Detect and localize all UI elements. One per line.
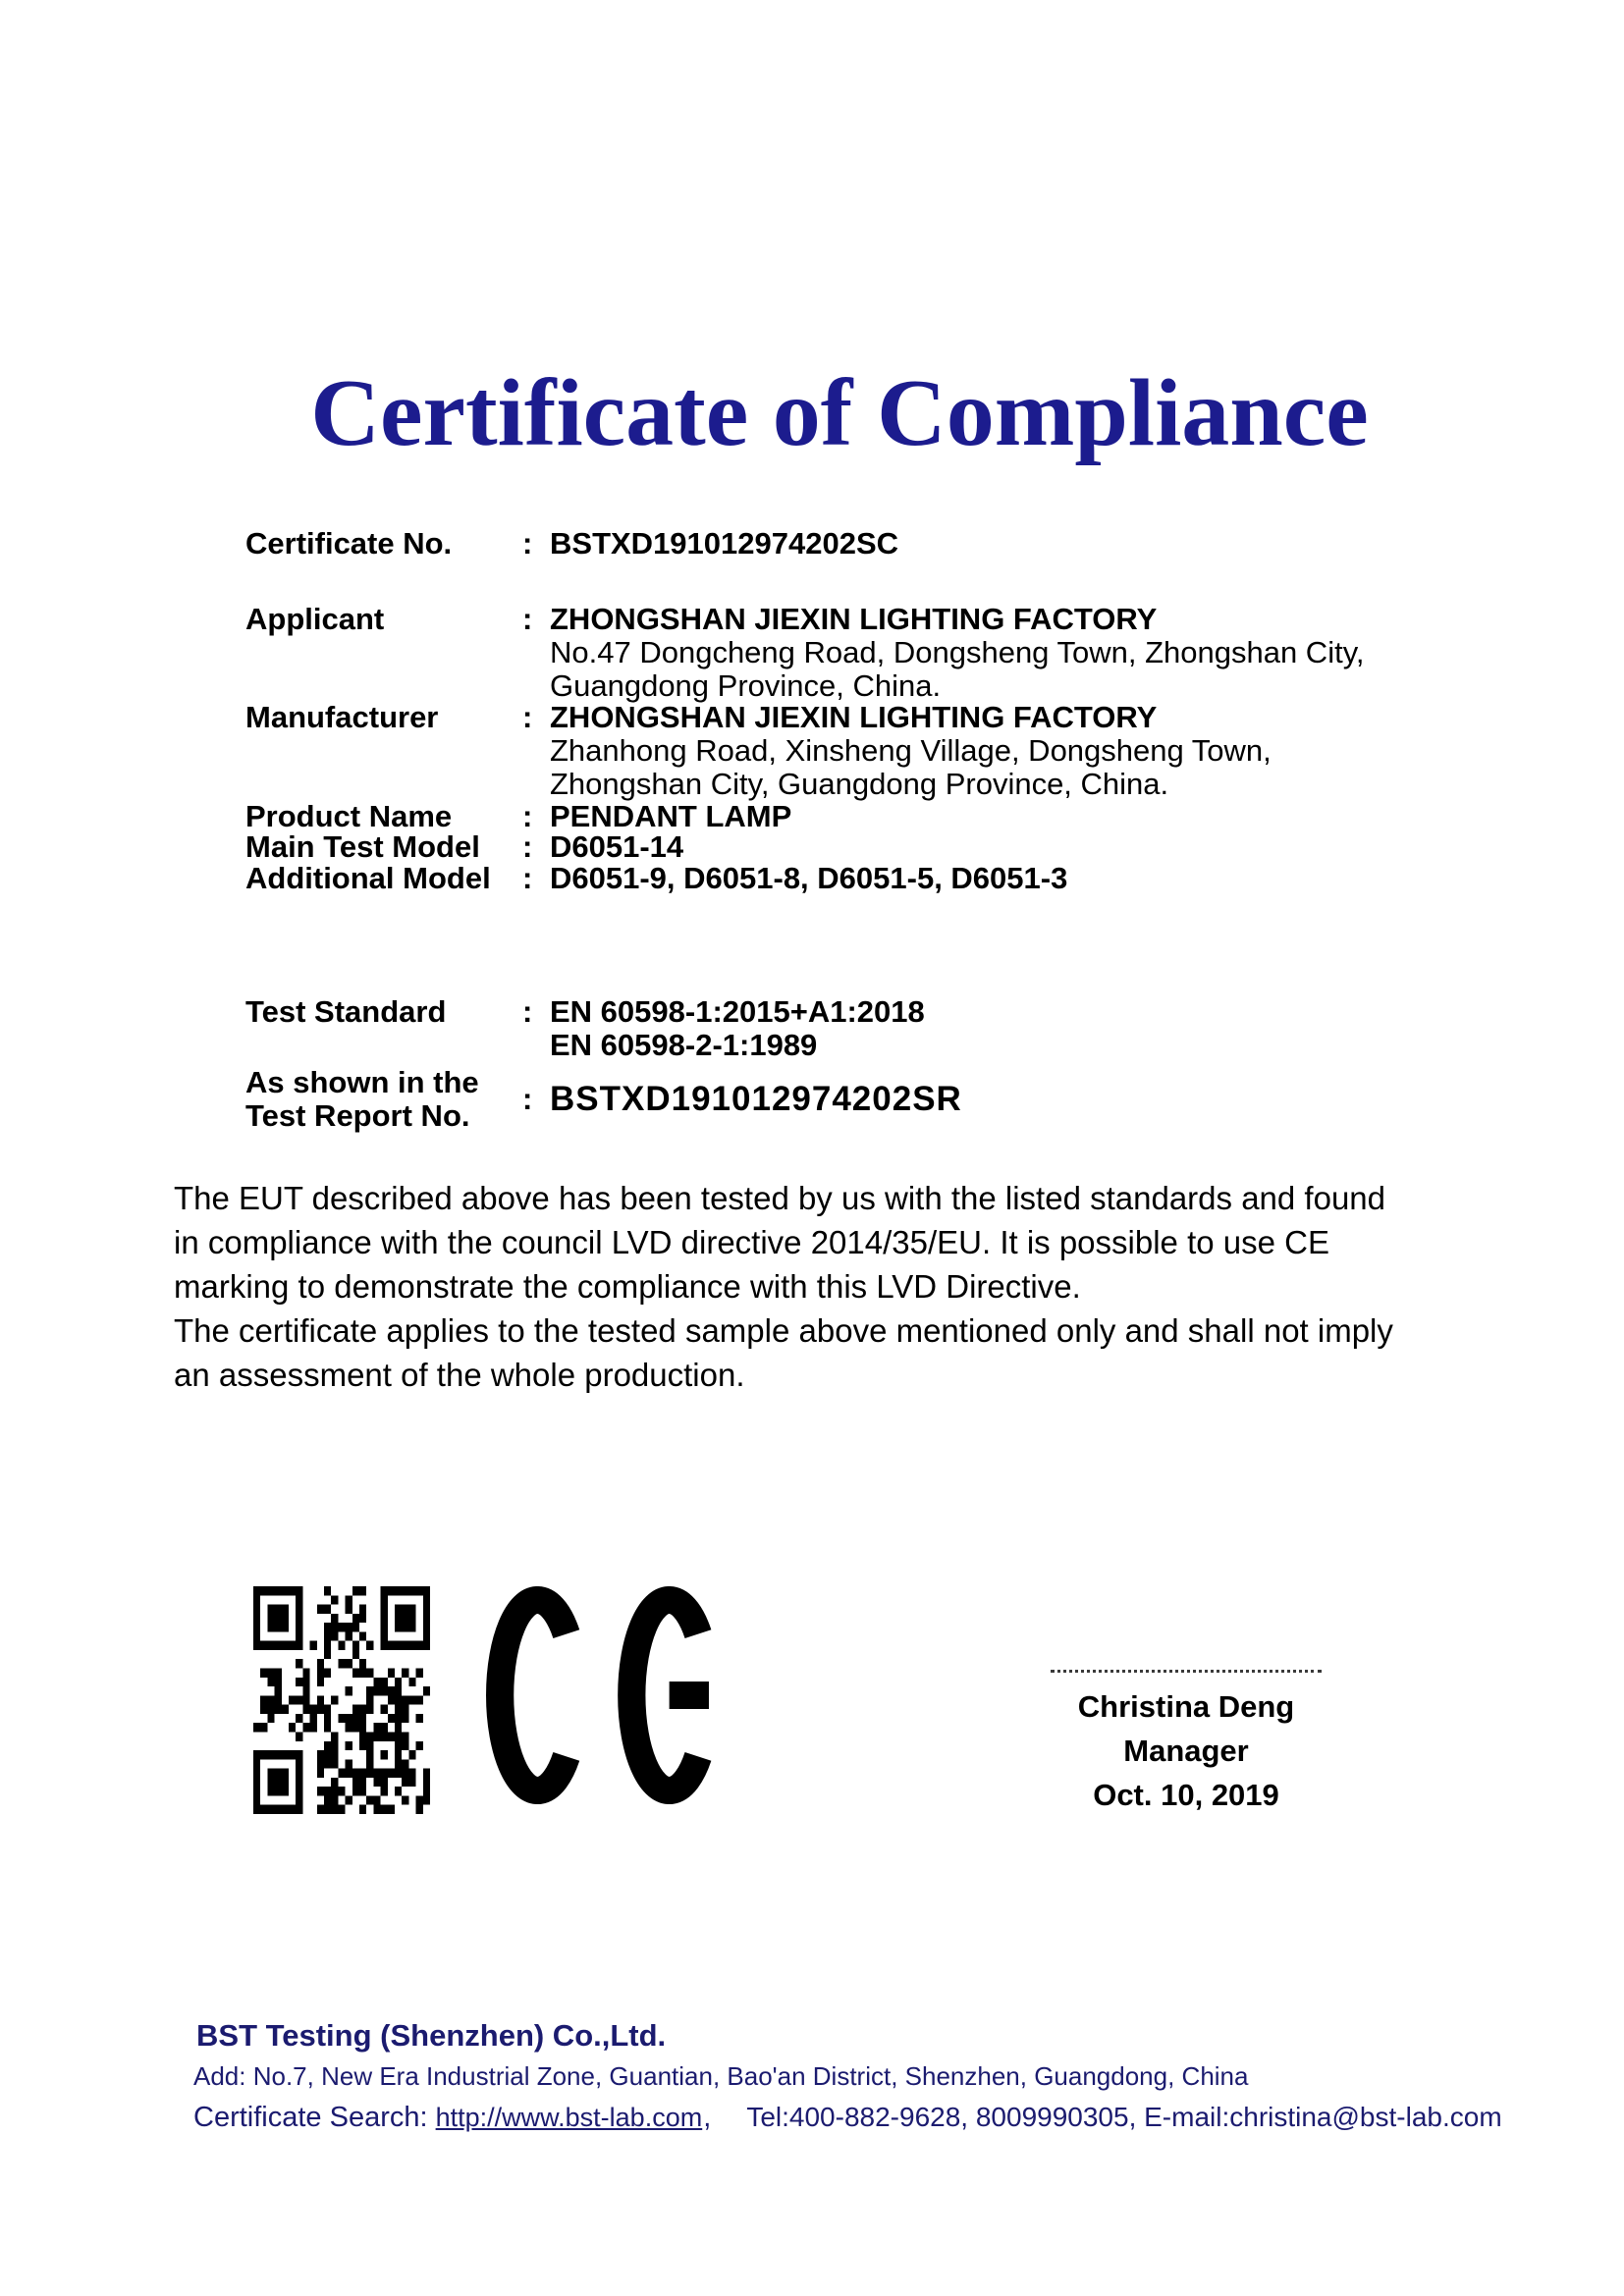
colon-separator: : bbox=[522, 1082, 533, 1116]
applicant-address-line2: Guangdong Province, China. bbox=[550, 668, 942, 703]
signature-block bbox=[1021, 1670, 1351, 1817]
colon-separator: : bbox=[522, 700, 533, 734]
field-label-main-test-model: Main Test Model bbox=[245, 829, 480, 864]
test-standard-line2: EN 60598-2-1:1989 bbox=[550, 1028, 818, 1062]
field-value-additional-model: D6051-9, D6051-8, D6051-5, D6051-3 bbox=[550, 861, 1068, 895]
page-title: Certificate of Compliance bbox=[310, 360, 1369, 466]
field-label-certificate-no: Certificate No. bbox=[245, 526, 453, 561]
signature-date: Oct. 10, 2019 bbox=[1093, 1778, 1279, 1812]
field-value-manufacturer bbox=[550, 701, 1272, 801]
field-value-certificate-no: BSTXD191012974202SC bbox=[550, 526, 899, 561]
signature-dotted-line bbox=[1051, 1670, 1322, 1673]
field-value-test-report: BSTXD191012974202SR bbox=[550, 1080, 962, 1118]
field-label-test-standard: Test Standard bbox=[245, 994, 447, 1029]
signatory-name: Christina Deng bbox=[1077, 1689, 1295, 1724]
test-standard-line1: EN 60598-1:2015+A1:2018 bbox=[550, 994, 925, 1029]
field-value-test-standard bbox=[550, 995, 925, 1062]
colon-separator: : bbox=[522, 799, 533, 833]
applicant-name: ZHONGSHAN JIEXIN LIGHTING FACTORY bbox=[550, 602, 1158, 636]
issuer-address: Add: No.7, New Era Industrial Zone, Guantian, Bao'an District, Shenzhen, Guangdong, China bbox=[193, 2061, 1249, 2091]
declaration-line: in compliance with the council LVD directive 2014/35/EU. It is possible to use CE bbox=[174, 1224, 1329, 1260]
issuer-company-name: BST Testing (Shenzhen) Co.,Ltd. bbox=[196, 2018, 667, 2053]
certificate-search-url-link[interactable]: http://www.bst-lab.com bbox=[435, 2103, 703, 2132]
qr-code-icon bbox=[253, 1586, 430, 1814]
declaration-paragraph bbox=[174, 1176, 1480, 1397]
field-label-manufacturer: Manufacturer bbox=[245, 700, 439, 734]
field-label-product-name: Product Name bbox=[245, 799, 453, 833]
certificate-search-line bbox=[193, 2097, 1502, 2138]
field-row-certificate-no bbox=[245, 527, 898, 561]
test-report-label-line1: As shown in the bbox=[245, 1065, 479, 1099]
field-row-main-test-model bbox=[245, 830, 683, 864]
field-label-applicant: Applicant bbox=[245, 602, 385, 636]
declaration-line: an assessment of the whole production. bbox=[174, 1357, 745, 1393]
colon-separator: : bbox=[522, 602, 533, 636]
field-row-additional-model bbox=[245, 862, 1067, 895]
colon-separator: : bbox=[522, 994, 533, 1029]
declaration-line: The EUT described above has been tested by us with the listed standards and found bbox=[174, 1180, 1386, 1216]
field-value-applicant bbox=[550, 603, 1365, 703]
manufacturer-address-line2: Zhongshan City, Guangdong Province, China. bbox=[550, 767, 1169, 801]
declaration-line: The certificate applies to the tested sample above mentioned only and shall not imply bbox=[174, 1312, 1393, 1349]
applicant-address-line1: No.47 Dongcheng Road, Dongsheng Town, Zhongshan City, bbox=[550, 635, 1365, 669]
field-value-main-test-model: D6051-14 bbox=[550, 829, 684, 864]
field-row-test-report bbox=[245, 1066, 962, 1133]
field-label-test-report bbox=[245, 1066, 522, 1133]
certificate-search-label: Certificate Search: bbox=[193, 2102, 428, 2133]
signatory-title: Manager bbox=[1123, 1734, 1249, 1768]
colon-separator: : bbox=[522, 861, 533, 895]
ce-mark-icon bbox=[486, 1586, 712, 1804]
colon-separator: : bbox=[522, 526, 533, 561]
issuer-contact-info: Tel:400-882-9628, 8009990305, E-mail:christina@bst-lab.com bbox=[746, 2102, 1502, 2132]
manufacturer-address-line1: Zhanhong Road, Xinsheng Village, Dongsheng Town, bbox=[550, 733, 1272, 768]
url-separator: , bbox=[703, 2102, 712, 2133]
field-row-product-name bbox=[245, 800, 791, 833]
field-row-manufacturer bbox=[245, 701, 1272, 801]
test-report-label-line2: Test Report No. bbox=[245, 1098, 470, 1133]
field-label-additional-model: Additional Model bbox=[245, 861, 491, 895]
colon-separator: : bbox=[522, 829, 533, 864]
manufacturer-name: ZHONGSHAN JIEXIN LIGHTING FACTORY bbox=[550, 700, 1158, 734]
declaration-line: marking to demonstrate the compliance with this LVD Directive. bbox=[174, 1268, 1081, 1305]
field-row-test-standard bbox=[245, 995, 925, 1062]
field-value-product-name: PENDANT LAMP bbox=[550, 799, 792, 833]
field-row-applicant bbox=[245, 603, 1365, 703]
